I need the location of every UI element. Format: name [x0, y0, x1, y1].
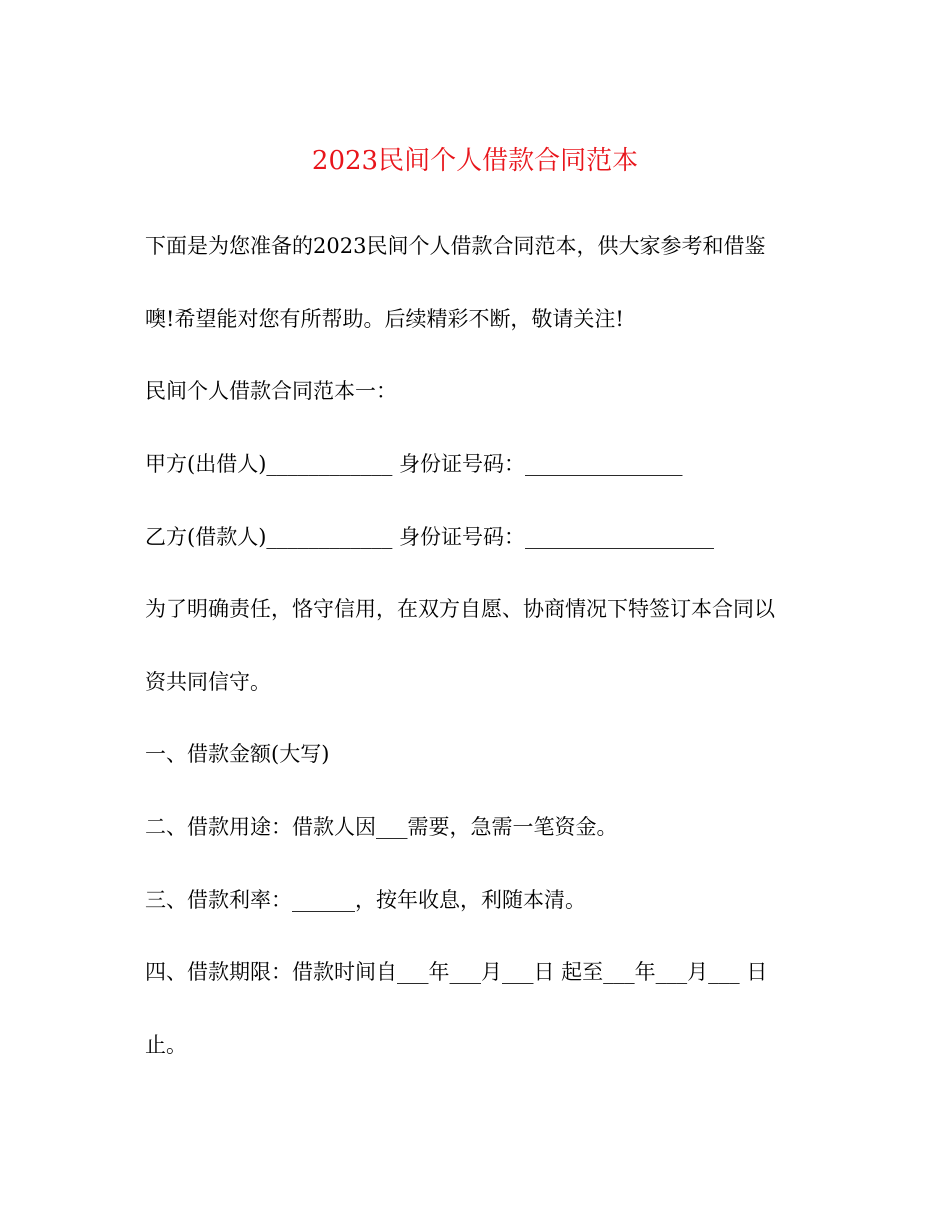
document-title: 2023民间个人借款合同范本 — [311, 146, 639, 176]
clause-1-amount: 一、借款金额(大写) — [145, 742, 330, 766]
clause-2-purpose: 二、借款用途：借款人因___需要，急需一笔资金。 — [145, 815, 618, 839]
party-b-line: 乙方(借款人)____________ 身份证号码：__________________ — [145, 525, 715, 549]
preamble-line-1: 为了明确责任，恪守信用，在双方自愿、协商情况下特签订本合同以 — [145, 597, 775, 621]
clause-3-rate: 三、借款利率：______，按年收息，利随本清。 — [145, 888, 586, 912]
party-a-line: 甲方(出借人)____________ 身份证号码：_______________ — [145, 452, 683, 476]
clause-4-term-end: 止。 — [145, 1033, 187, 1057]
intro-line-2: 噢!希望能对您有所帮助。后续精彩不断，敬请关注! — [145, 307, 624, 331]
preamble-line-2: 资共同信守。 — [145, 670, 271, 694]
intro-line-1: 下面是为您准备的2023民间个人借款合同范本，供大家参考和借鉴 — [145, 234, 766, 258]
section-heading: 民间个人借款合同范本一： — [145, 379, 397, 403]
clause-4-term: 四、借款期限：借款时间自___年___月___日 起至___年___月___ 日 — [145, 960, 768, 984]
